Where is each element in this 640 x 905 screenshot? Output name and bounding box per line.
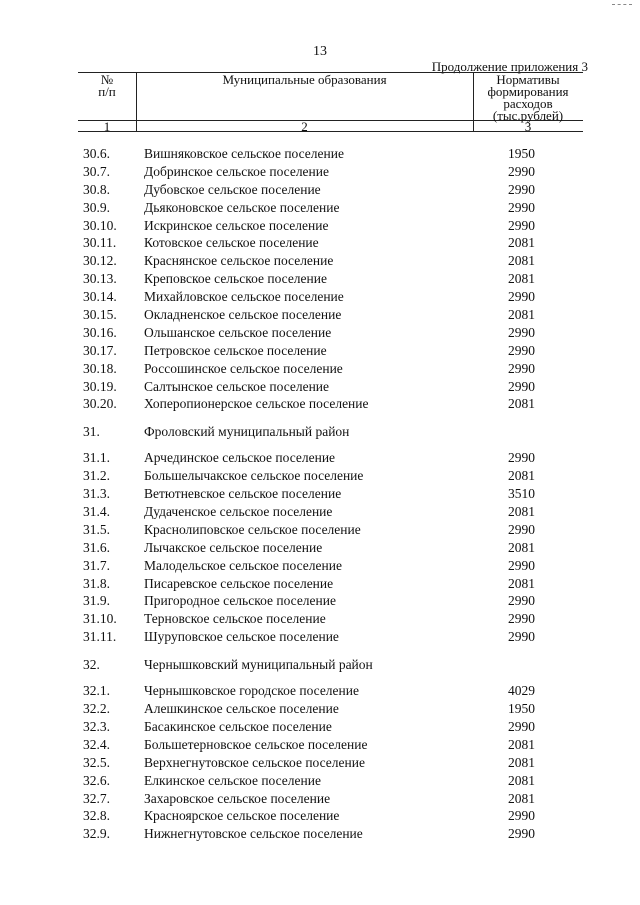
table-row bbox=[0, 199, 640, 217]
norm-value: 1950 bbox=[508, 701, 535, 717]
row-number: 30.6. bbox=[83, 146, 110, 161]
row-number: 32.9. bbox=[83, 826, 110, 842]
table-row bbox=[0, 718, 640, 736]
municipality-name: Чернышковское городское поселение bbox=[144, 683, 359, 699]
table-row bbox=[0, 557, 640, 575]
municipality-name: Захаровское сельское поселение bbox=[144, 790, 331, 806]
municipality-name: Дудаченское сельское поселение bbox=[144, 504, 333, 520]
norm-value: 4029 bbox=[508, 683, 535, 699]
table-row bbox=[0, 378, 640, 396]
row-number: 31.5. bbox=[83, 521, 110, 537]
row-number: 30.8. bbox=[83, 181, 110, 197]
table-row bbox=[0, 252, 640, 270]
table-row bbox=[0, 324, 640, 342]
row-number: 31.9. bbox=[83, 593, 110, 609]
table-row bbox=[0, 628, 640, 646]
municipality-name: Искринское сельское поселение bbox=[144, 217, 329, 233]
continuation-note: Продолжение приложения 3 bbox=[431, 59, 588, 74]
norm-value: 2990 bbox=[508, 289, 535, 305]
row-number: 30.16. bbox=[83, 324, 117, 340]
table-row bbox=[0, 467, 640, 485]
table-row bbox=[0, 592, 640, 610]
norm-value: 2990 bbox=[508, 378, 535, 394]
municipality-name: Большелычакское сельское поселение bbox=[144, 468, 364, 484]
header-col-index-2: 2 bbox=[301, 119, 308, 134]
row-number: 30.7. bbox=[83, 163, 110, 179]
norm-value: 2990 bbox=[508, 808, 535, 824]
norm-value: 2081 bbox=[508, 307, 535, 323]
norm-value: 2990 bbox=[508, 593, 535, 609]
row-number: 30.17. bbox=[83, 342, 117, 358]
norm-value: 2081 bbox=[508, 736, 535, 752]
table-row bbox=[0, 682, 640, 700]
municipality-name: Шуруповское сельское поселение bbox=[144, 629, 339, 645]
row-number: 32.8. bbox=[83, 808, 110, 824]
district-number: 32. bbox=[83, 657, 100, 673]
header-col-number: № п/п bbox=[98, 72, 116, 99]
district-heading bbox=[0, 656, 640, 674]
row-number: 30.11. bbox=[83, 235, 117, 251]
table-row bbox=[0, 163, 640, 181]
table-row bbox=[0, 395, 640, 413]
municipality-name: Большетерновское сельское поселение bbox=[144, 736, 368, 752]
municipality-name: Дьяконовское сельское поселение bbox=[144, 199, 340, 215]
municipality-name: Малодельское сельское поселение bbox=[144, 557, 342, 573]
district-heading bbox=[0, 423, 640, 441]
row-number: 30.20. bbox=[83, 396, 117, 412]
district-name: Фроловский муниципальный район bbox=[144, 424, 350, 440]
norm-value: 2081 bbox=[508, 396, 535, 412]
row-number: 30.13. bbox=[83, 271, 117, 287]
row-number: 32.4. bbox=[83, 736, 110, 752]
table-row bbox=[0, 503, 640, 521]
municipality-name: Лычакское сельское поселение bbox=[144, 539, 323, 555]
norm-value: 2081 bbox=[508, 253, 535, 269]
table-row bbox=[0, 790, 640, 808]
row-number: 31.3. bbox=[83, 486, 110, 502]
header-col-index-3: 3 bbox=[524, 119, 532, 134]
row-number: 31.1. bbox=[83, 450, 110, 466]
municipality-name: Красноярское сельское поселение bbox=[144, 808, 340, 824]
norm-value: 2990 bbox=[508, 163, 535, 179]
municipality-name: Пригородное сельское поселение bbox=[144, 593, 336, 609]
row-number: 30.10. bbox=[83, 217, 117, 233]
table-row bbox=[0, 306, 640, 324]
norm-value: 2081 bbox=[508, 468, 535, 484]
table-row bbox=[0, 360, 640, 378]
row-number: 32.6. bbox=[83, 772, 110, 788]
municipality-name: Терновское сельское поселение bbox=[144, 611, 326, 627]
municipality-name: Котовское сельское поселение bbox=[144, 235, 319, 251]
municipality-name: Краснолиповское сельское поселение bbox=[144, 521, 361, 537]
municipality-name: Петровское сельское поселение bbox=[144, 342, 327, 358]
norm-value: 2990 bbox=[508, 342, 535, 358]
norm-value: 2081 bbox=[508, 790, 535, 806]
municipality-name: Салтынское сельское поселение bbox=[144, 378, 330, 394]
municipality-name: Хоперопионерское сельское поселение bbox=[144, 396, 369, 412]
row-number: 31.8. bbox=[83, 575, 110, 591]
table-row bbox=[0, 234, 640, 252]
row-number: 30.9. bbox=[83, 199, 110, 215]
table-row bbox=[0, 754, 640, 772]
table-header bbox=[78, 72, 583, 132]
row-number: 31.2. bbox=[83, 468, 110, 484]
norm-value: 2081 bbox=[508, 504, 535, 520]
row-number: 31.6. bbox=[83, 539, 110, 555]
municipality-name: Дубовское сельское поселение bbox=[144, 181, 321, 197]
municipality-name: Михайловское сельское поселение bbox=[144, 289, 344, 305]
row-number: 31.4. bbox=[83, 504, 110, 520]
row-number: 32.3. bbox=[83, 718, 110, 734]
table-row bbox=[0, 736, 640, 754]
table-row bbox=[0, 539, 640, 557]
norm-value: 2081 bbox=[508, 754, 535, 770]
scan-artifact bbox=[612, 4, 632, 6]
municipality-name: Верхнегнутовское сельское поселение bbox=[144, 754, 365, 770]
norm-value: 2081 bbox=[508, 235, 535, 251]
row-number: 30.14. bbox=[83, 289, 117, 305]
norm-value: 2990 bbox=[508, 826, 535, 842]
municipality-name: Писаревское сельское поселение bbox=[144, 575, 334, 591]
row-number: 30.15. bbox=[83, 307, 117, 323]
row-number: 32.5. bbox=[83, 754, 110, 770]
norm-value: 2990 bbox=[508, 217, 535, 233]
municipality-name: Ветютневское сельское поселение bbox=[144, 486, 342, 502]
norm-value: 2990 bbox=[508, 199, 535, 215]
table-row bbox=[0, 700, 640, 718]
municipality-name: Россошинское сельское поселение bbox=[144, 360, 343, 376]
table-row bbox=[0, 270, 640, 288]
norm-value: 2990 bbox=[508, 557, 535, 573]
table-row bbox=[0, 288, 640, 306]
norm-value: 2081 bbox=[508, 539, 535, 555]
row-number: 31.10. bbox=[83, 611, 117, 627]
norm-value: 2990 bbox=[508, 181, 535, 197]
norm-value: 2081 bbox=[508, 271, 535, 287]
table-body bbox=[0, 145, 640, 843]
row-number: 32.1. bbox=[83, 683, 110, 699]
norm-value: 2990 bbox=[508, 718, 535, 734]
table-row bbox=[0, 449, 640, 467]
table-row bbox=[0, 575, 640, 593]
municipality-name: Креповское сельское поселение bbox=[144, 271, 327, 287]
norm-value: 1950 bbox=[508, 146, 535, 161]
table-row bbox=[0, 217, 640, 235]
norm-value: 2990 bbox=[508, 521, 535, 537]
table-row bbox=[0, 521, 640, 539]
table-row bbox=[0, 610, 640, 628]
row-number: 32.7. bbox=[83, 790, 110, 806]
table-row bbox=[0, 145, 640, 163]
table-row bbox=[0, 342, 640, 360]
row-number: 30.19. bbox=[83, 378, 117, 394]
header-col-municipality: Муниципальные образования bbox=[222, 72, 387, 87]
row-number: 31.7. bbox=[83, 557, 110, 573]
municipality-name: Добринское сельское поселение bbox=[144, 163, 329, 179]
municipality-name: Окладненское сельское поселение bbox=[144, 307, 342, 323]
municipality-name: Ольшанское сельское поселение bbox=[144, 324, 332, 340]
district-number: 31. bbox=[83, 424, 100, 440]
municipality-name: Вишняковское сельское поселение bbox=[144, 146, 344, 161]
norm-value: 2990 bbox=[508, 629, 535, 645]
table-row bbox=[0, 181, 640, 199]
norm-value: 2990 bbox=[508, 450, 535, 466]
norm-value: 2990 bbox=[508, 324, 535, 340]
municipality-name: Краснянское сельское поселение bbox=[144, 253, 334, 269]
district-name: Чернышковский муниципальный район bbox=[144, 657, 373, 673]
table-row bbox=[0, 485, 640, 503]
row-number: 30.18. bbox=[83, 360, 117, 376]
table-row bbox=[0, 825, 640, 843]
table-row bbox=[0, 772, 640, 790]
header-col-norms: Нормативы формирования расходов (тыс.рублей) bbox=[487, 72, 569, 123]
norm-value: 2081 bbox=[508, 575, 535, 591]
municipality-name: Алешкинское сельское поселение bbox=[144, 701, 339, 717]
table-row bbox=[0, 807, 640, 825]
municipality-name: Елкинское сельское поселение bbox=[144, 772, 321, 788]
norm-value: 2990 bbox=[508, 611, 535, 627]
row-number: 32.2. bbox=[83, 701, 110, 717]
row-number: 31.11. bbox=[83, 629, 117, 645]
norm-value: 2990 bbox=[508, 360, 535, 376]
norm-value: 3510 bbox=[508, 486, 535, 502]
page-number: 13 bbox=[313, 44, 327, 59]
row-number: 30.12. bbox=[83, 253, 117, 269]
municipality-name: Арчединское сельское поселение bbox=[144, 450, 336, 466]
header-col-index-1: 1 bbox=[103, 119, 111, 134]
municipality-name: Нижнегнутовское сельское поселение bbox=[144, 826, 363, 842]
municipality-name: Басакинское сельское поселение bbox=[144, 718, 332, 734]
norm-value: 2081 bbox=[508, 772, 535, 788]
